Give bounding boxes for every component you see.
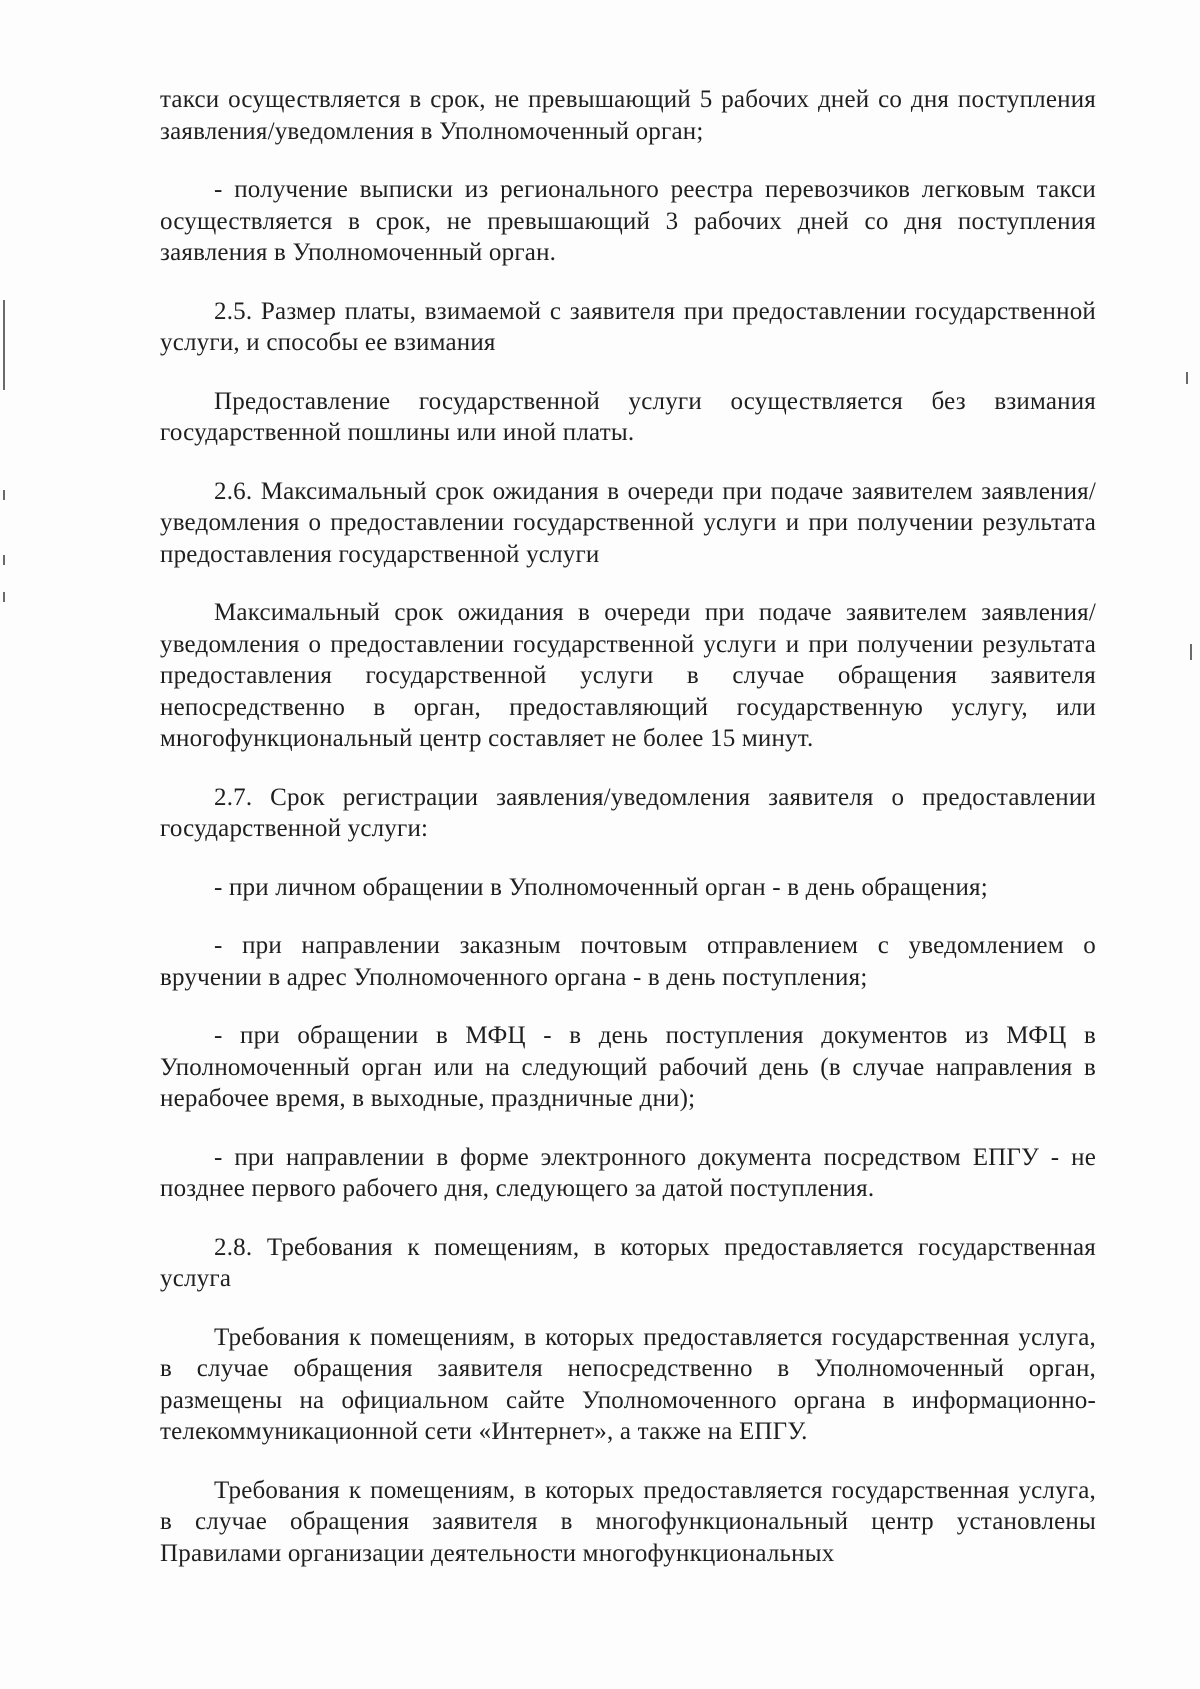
list-item-extract: - получение выписки из регионального реестра перевозчиков легковым такси осуществляется в срок, не превышающий 3 рабочих дней со дня поступления заявления в Уполномоченный орган. bbox=[160, 176, 1096, 266]
scan-artifact-left-small-3 bbox=[3, 592, 5, 602]
paragraph-fee: Предоставление государственной услуги осуществляется без взимания государственной пошлины или иной платы. bbox=[160, 387, 1096, 446]
section-heading-2-6: 2.6. Максимальный срок ожидания в очереди при подаче заявителем заявления/уведомления о предоставлении государственной услуги и при получении результата предоставления государственной услуги bbox=[160, 477, 1096, 568]
paragraph-premises-mfc: Требования к помещениям, в которых предоставляется государственная услуга, в случае обращения заявителя в многофункциональный центр установлены Правилами организации деятельности многофункциональных bbox=[160, 1476, 1096, 1567]
scan-artifact-left-small-2 bbox=[3, 555, 5, 565]
paragraph-premises-authority: Требования к помещениям, в которых предоставляется государственная услуга, в случае обращения заявителя непосредственно в Уполномоченный орган, размещены на официальном сайте Уполномоченного органа в информационно-телекоммуникационной сети «Интернет», а также на ЕПГУ. bbox=[160, 1323, 1096, 1445]
section-heading-2-8: 2.8. Требования к помещениям, в которых предоставляется государственная услуга bbox=[160, 1233, 1096, 1292]
scan-artifact-right-2 bbox=[1190, 644, 1192, 660]
scan-artifact-right bbox=[1186, 372, 1188, 384]
list-item-electronic: - при направлении в форме электронного документа посредством ЕПГУ - не позднее первого рабочего дня, следующего за датой поступления. bbox=[160, 1143, 1096, 1202]
paragraph-queue-time: Максимальный срок ожидания в очереди при подаче заявителем заявления/уведомления о предоставлении государственной услуги и при получении результата предоставления государственной услуги в случае обращения заявителя непосредственно в орган, предоставляющий государственную услугу, или многофункциональный центр составляет не более 15 минут. bbox=[160, 599, 1096, 752]
section-heading-2-7: 2.7. Срок регистрации заявления/уведомления заявителя о предоставлении государственной услуги: bbox=[160, 783, 1096, 842]
scan-artifact-left bbox=[3, 300, 5, 390]
list-item-personal: - при личном обращении в Уполномоченный орган - в день обращения; bbox=[214, 873, 988, 901]
list-item-mfc: - при обращении в МФЦ - в день поступления документов из МФЦ в Уполномоченный орган или на следующий рабочий день (в случае направления в нерабочее время, в выходные, праздничные дни); bbox=[160, 1022, 1096, 1112]
scan-artifact-left-small bbox=[3, 490, 5, 500]
document-body bbox=[160, 84, 1096, 1596]
list-item-mail: - при направлении заказным почтовым отправлением с уведомлением о вручении в адрес Уполномоченного органа - в день поступления; bbox=[160, 932, 1096, 991]
section-heading-2-5: 2.5. Размер платы, взимаемой с заявителя при предоставлении государственной услуги, и способы ее взимания bbox=[160, 297, 1096, 356]
paragraph-continuation: такси осуществляется в срок, не превышающий 5 рабочих дней со дня поступления заявления/уведомления в Уполномоченный орган; bbox=[160, 86, 1096, 145]
